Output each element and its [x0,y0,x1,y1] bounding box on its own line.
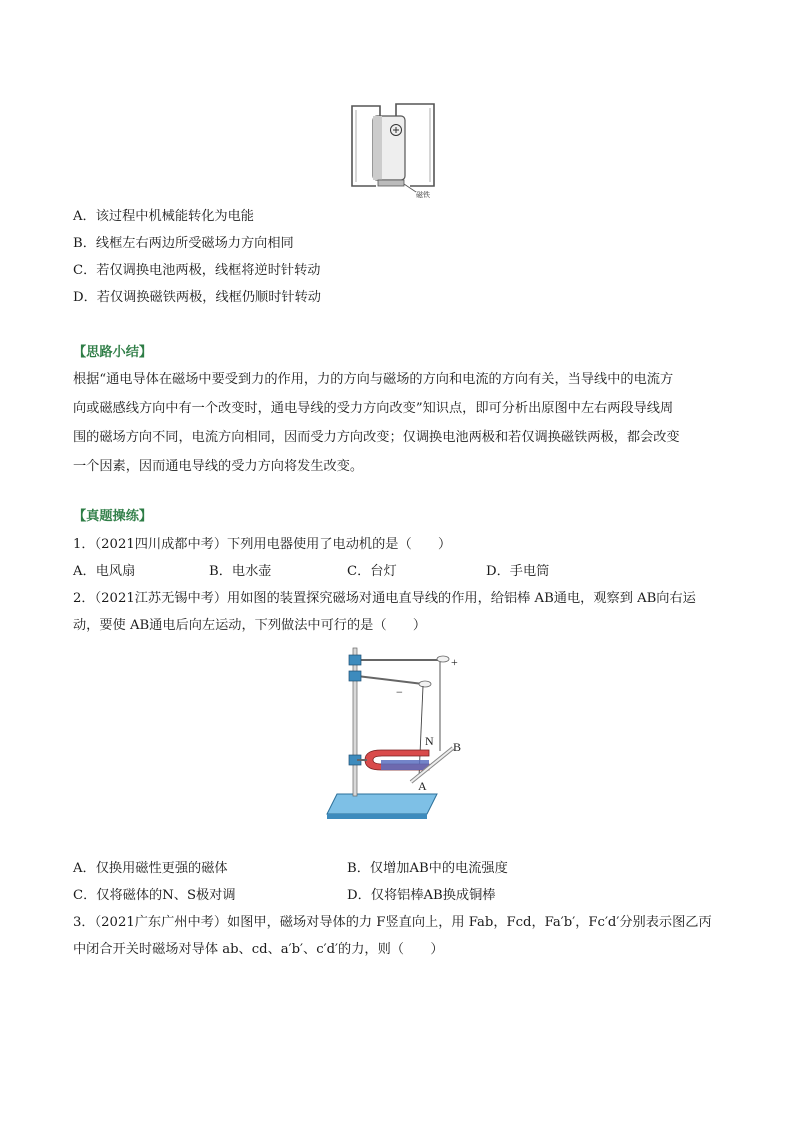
motor-experiment-figure [325,644,475,824]
q1-option-c: C．台灯 [347,564,397,579]
prev-option-a: A．该过程中机械能转化为电能 [73,209,254,224]
q2-stem-line-1: 2．（2021江苏无锡中考）用如图的装置探究磁场对通电直导线的作用，给铝棒 AB通电，观察到 AB向右运 [73,591,696,606]
summary-line-1: 根据“通电导体在磁场中要受到力的作用，力的方向与磁场的方向和电流的方向有关，当导线中的电流方 [73,372,674,387]
minus-label: − [396,685,403,699]
north-label: N [425,734,434,748]
q2-option-b: B．仅增加AB中的电流强度 [347,861,508,876]
q2-option-c: C．仅将磁体的N、S极对调 [73,888,236,903]
summary-heading: 【思路小结】 [73,345,153,360]
q2-option-a: A．仅换用磁性更强的磁体 [73,861,228,876]
q3-stem-line-1: 3．（2021广东广州中考）如图甲，磁场对导体的力 F竖直向上，用 Fab，Fcd，Fa′b′，Fc′d′分别表示图乙丙 [73,915,712,930]
b-label: B [453,740,462,754]
q1-option-a: A．电风扇 [73,564,136,579]
q2-stem-line-2: 动，要使 AB通电后向左运动，下列做法中可行的是（ ） [73,618,427,633]
summary-line-3: 围的磁场方向不同，电流方向相同，因而受力方向改变；仅调换电池两极和若仅调换磁铁两极，都会改变 [73,430,680,445]
q3-stem-line-2: 中闭合开关时磁场对导体 ab、cd、a′b′、c′d′的力，则（ ） [73,942,444,957]
plus-label: + [451,655,458,669]
prev-option-d: D．若仅调换磁铁两极，线框仍顺时针转动 [73,290,321,305]
q1-option-b: B．电水壶 [209,564,272,579]
magnet-label: 磁铁 [416,192,430,199]
summary-line-4: 一个因素，因而通电导线的受力方向将发生改变。 [73,459,364,474]
q1-option-d: D．手电筒 [486,564,550,579]
a-label: A [418,779,427,793]
battery-frame-figure [340,96,450,200]
q2-option-d: D．仅将铝棒AB换成铜棒 [347,888,496,903]
prev-option-b: B．线框左右两边所受磁场力方向相同 [73,236,294,251]
summary-line-2: 向或磁感线方向中有一个改变时，通电导线的受力方向改变”知识点，即可分析出原图中左右两段导线周 [73,401,674,416]
q1-stem: 1．（2021四川成都中考）下列用电器使用了电动机的是（ ） [73,537,452,552]
prev-option-c: C．若仅调换电池两极，线框将逆时针转动 [73,263,321,278]
practice-heading: 【真题操练】 [73,509,153,524]
